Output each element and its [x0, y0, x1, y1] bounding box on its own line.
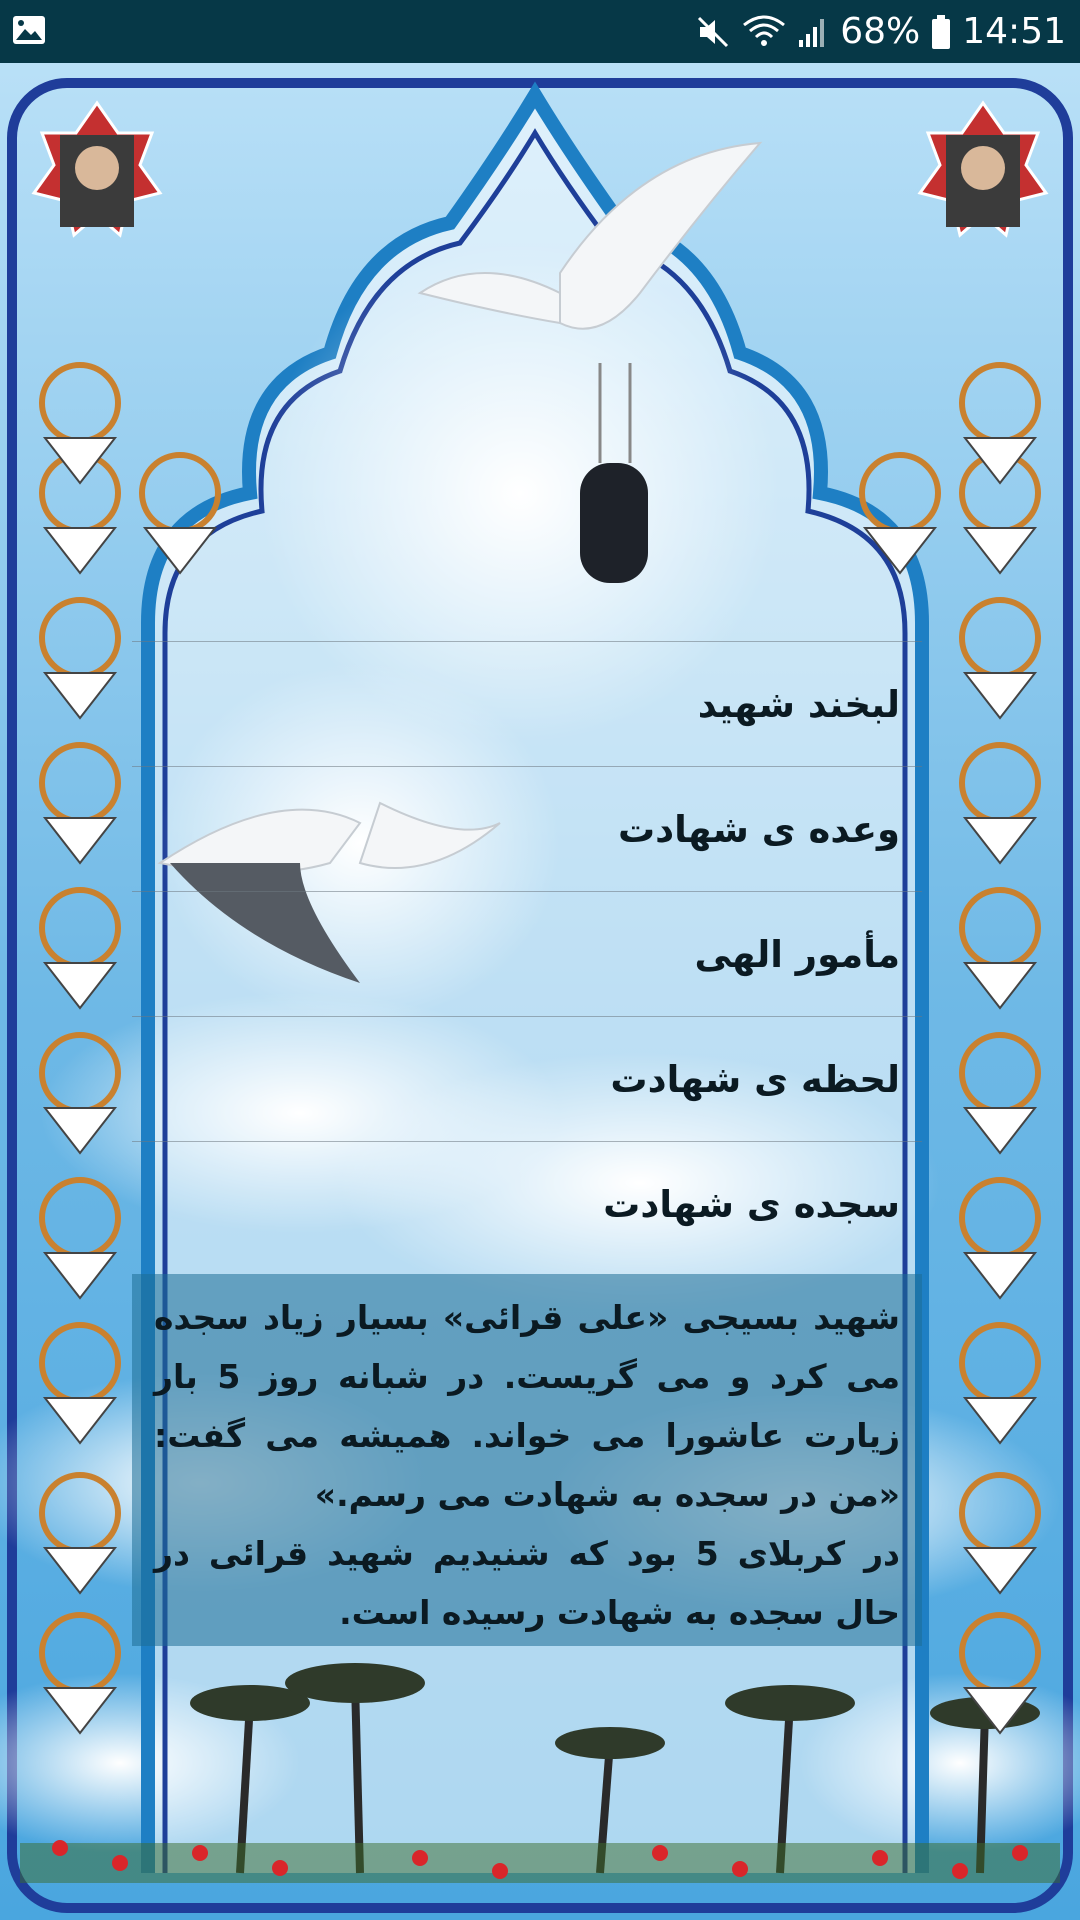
battery-level: 68%	[840, 11, 921, 52]
detail-paragraph: در کربلای 5 بود که شنیدیم شهید قرائی در حال سجده به شهادت رسیده است.	[154, 1534, 900, 1632]
mute-icon	[696, 15, 730, 49]
list-item-label: لحظه ی شهادت	[610, 1058, 900, 1101]
signal-icon	[798, 16, 828, 48]
menu-list	[132, 641, 922, 1266]
list-item[interactable]	[132, 891, 922, 1016]
list-item-label: مأمور الهی	[694, 933, 900, 976]
list-item-label: وعده ی شهادت	[617, 808, 900, 851]
list-item[interactable]	[132, 1141, 922, 1266]
list-item[interactable]	[132, 1016, 922, 1141]
battery-icon	[932, 15, 950, 49]
list-item[interactable]	[132, 766, 922, 891]
list-item[interactable]	[132, 641, 922, 766]
list-item-label: سجده ی شهادت	[603, 1183, 900, 1226]
image-icon	[12, 15, 46, 45]
status-bar	[0, 0, 1080, 63]
detail-paragraph: شهید بسیجی «علی قرائی» بسیار زیاد سجده می کرد و می گریست. در شبانه روز 5 بار زیارت عاشورا می خواند. همیشه می گفت: «من در سجده به شهادت می رسم.»	[154, 1298, 900, 1514]
wifi-icon	[742, 15, 786, 49]
detail-text-panel	[132, 1274, 922, 1646]
list-item-label: لبخند شهید	[697, 683, 900, 726]
clock: 14:51	[962, 11, 1066, 52]
